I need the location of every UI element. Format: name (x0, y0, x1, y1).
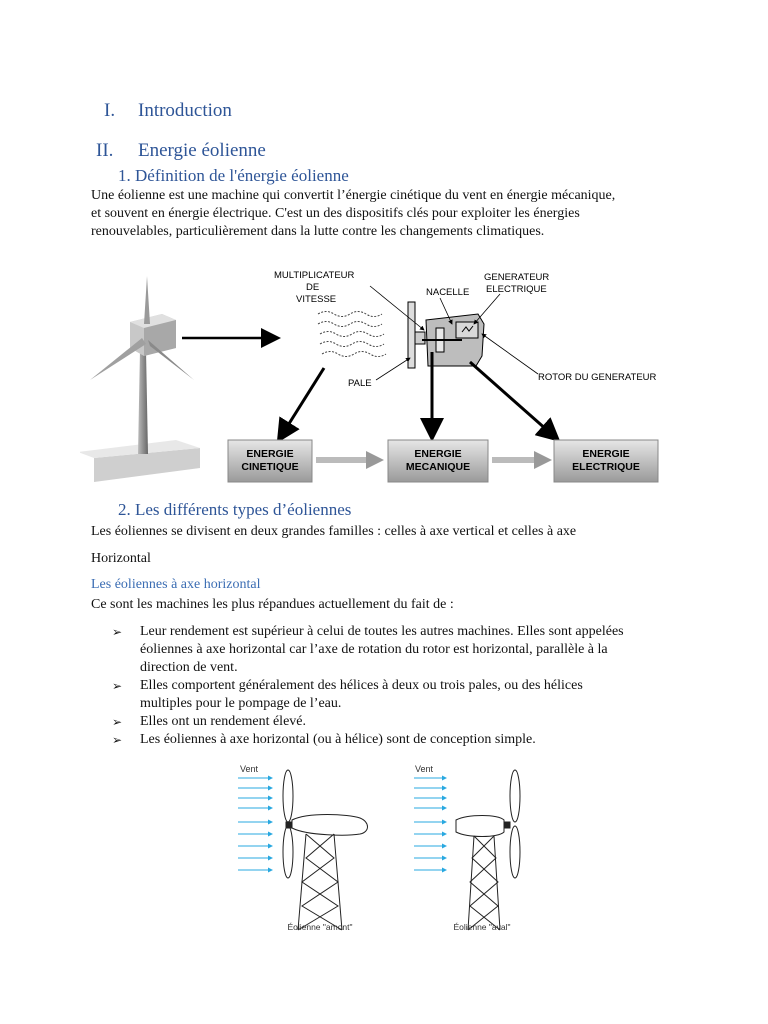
heading-text: Energie éolienne (138, 140, 266, 161)
list-item-line: multiples pour le pompage de l’eau. (140, 696, 342, 711)
turbine-upwind (283, 770, 368, 930)
advantages-list (112, 623, 672, 749)
wind-arrows-right (414, 778, 446, 870)
list-item-line: Les éoliennes à axe horizontal (ou à hélice) sont de conception simple. (140, 732, 536, 747)
heading-introduction (104, 100, 232, 122)
list-item (112, 623, 672, 677)
paragraph-line: et souvent en énergie électrique. C'est un des dispositifs clés pour exploiter les énergies (91, 206, 580, 221)
arrow-bullet-icon: ➢ (112, 715, 123, 729)
heading-text: Introduction (138, 100, 232, 121)
arrow-bullet-icon: ➢ (112, 679, 123, 693)
heading-number: I. (104, 100, 116, 121)
subheading-types (118, 500, 351, 520)
horizontal-intro: Ce sont les machines les plus répandues actuellement du fait de : (91, 597, 454, 612)
label-multiplicateur-line: DE (306, 282, 320, 293)
box-label-line: CINETIQUE (241, 461, 299, 473)
types-paragraph-line: Les éoliennes se divisent en deux grandes familles : celles à axe vertical et celles à axe (91, 524, 577, 539)
paragraph-line: renouvelables, particulièrement dans la lutte contre les changements climatiques. (91, 224, 545, 239)
wind-turbine-energy-diagram (80, 262, 700, 496)
arrow-bullet-icon: ➢ (112, 733, 123, 747)
label-vent: Vent (415, 764, 434, 774)
definition-paragraph (91, 187, 711, 241)
box-label-line: ENERGIE (414, 448, 462, 460)
energy-box-electrique (554, 440, 658, 482)
caption-amont: Éolienne "amont" (287, 922, 353, 932)
list-item-line: éoliennes à axe horizontal car l’axe de rotation du rotor est horizontal, parallèle à la (140, 642, 608, 657)
subheading-definition (118, 166, 349, 186)
subheading-text: Définition de l'énergie éolienne (135, 166, 349, 185)
flow-arrow-2 (492, 451, 552, 469)
types-paragraph-line: Horizontal (91, 551, 151, 566)
subheading-text: Les différents types d’éoliennes (135, 500, 352, 519)
list-item (112, 731, 672, 749)
box-label-line: ENERGIE (582, 448, 630, 460)
caption-aval: Éolienne "aval" (453, 922, 511, 932)
list-item (112, 713, 672, 731)
list-item-line: Leur rendement est supérieur à celui de toutes les autres machines. Elles sont appelées (140, 624, 624, 639)
label-rotor-generateur: ROTOR DU GENERATEUR (538, 372, 657, 383)
heading-number: II. (96, 140, 114, 161)
upwind-downwind-diagram (228, 760, 548, 936)
subheading-number: 2. (118, 500, 131, 519)
label-multiplicateur-line: MULTIPLICATEUR (274, 270, 355, 281)
wind-arrows-left (238, 778, 272, 870)
turbine-3d-illustration (80, 276, 200, 482)
label-pale: PALE (348, 378, 372, 389)
box-label-line: MECANIQUE (405, 461, 471, 473)
box-label-line: ELECTRIQUE (572, 461, 640, 473)
label-nacelle: NACELLE (426, 287, 470, 298)
flow-arrow-1 (316, 451, 384, 469)
list-item-line: Elles ont un rendement élevé. (140, 714, 306, 729)
label-generateur-line: ELECTRIQUE (486, 284, 547, 295)
turbine-downwind (456, 770, 520, 930)
arrow-bullet-icon: ➢ (112, 625, 123, 639)
box-label-line: ENERGIE (246, 448, 294, 460)
heading-energie-eolienne (96, 140, 266, 162)
label-generateur-line: GENERATEUR (484, 272, 550, 283)
energy-box-mecanique (388, 440, 488, 482)
list-item-line: direction de vent. (140, 660, 238, 675)
label-vent: Vent (240, 764, 259, 774)
subheading-number: 1. (118, 166, 131, 185)
energy-box-cinetique (228, 440, 312, 482)
paragraph-line: Une éolienne est une machine qui convertit l’énergie cinétique du vent en énergie mécanique, (91, 188, 616, 203)
wind-waves (318, 312, 386, 357)
list-item-line: Elles comportent généralement des hélices à deux ou trois pales, ou des hélices (140, 678, 583, 693)
label-multiplicateur-line: VITESSE (296, 294, 337, 305)
subheading-axe-horizontal: Les éoliennes à axe horizontal (91, 577, 261, 592)
list-item (112, 677, 672, 713)
